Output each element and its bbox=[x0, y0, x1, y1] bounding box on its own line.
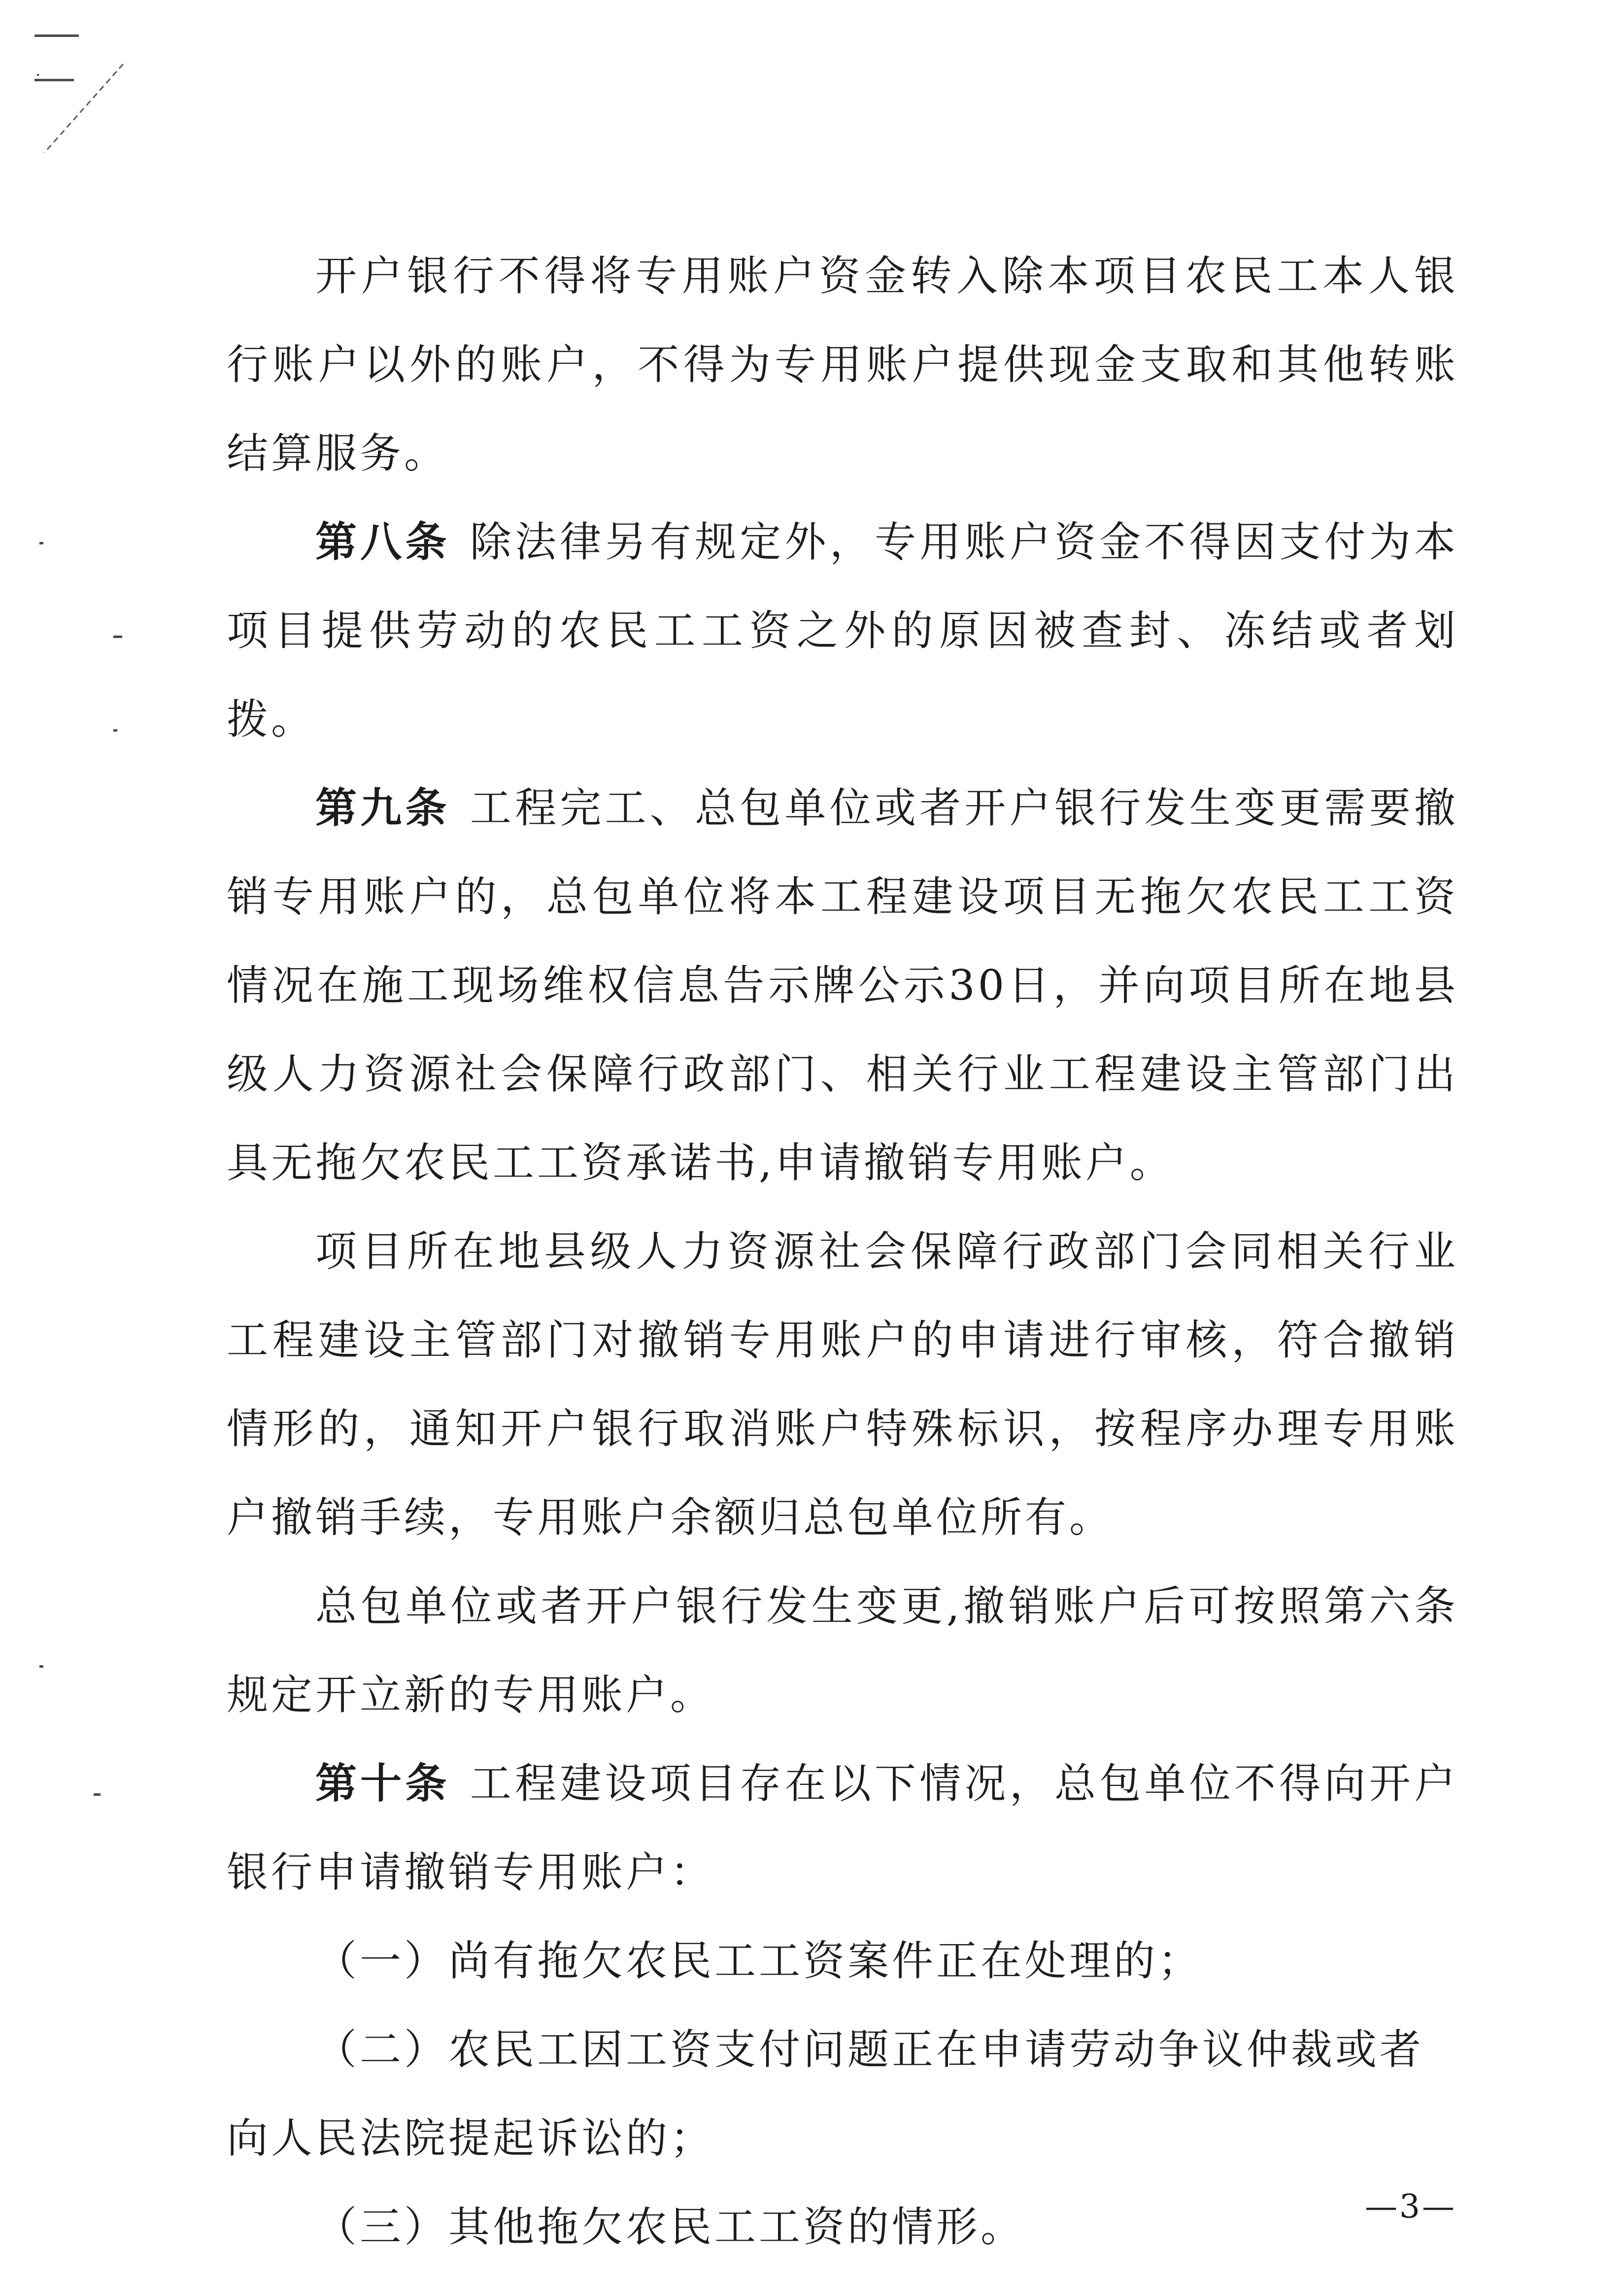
list-item: （一）尚有拖欠农民工工资案件正在处理的； bbox=[315, 1937, 1203, 1985]
article-text: 工程建设项目存在以下情况，总包单位不得向开户银行申请撤销专用账户： bbox=[227, 1759, 1458, 1896]
page-number: —3— bbox=[1365, 2187, 1456, 2225]
article-label: 第八条 bbox=[315, 518, 450, 566]
margin-speck bbox=[39, 1665, 43, 1668]
list-item: （二）农民工因工资支付问题正在申请劳动争议仲裁或者向人民法院提起诉讼的； bbox=[227, 2025, 1424, 2162]
article-label: 第九条 bbox=[315, 784, 450, 832]
paragraph-change bbox=[227, 1562, 1458, 1739]
margin-speck bbox=[94, 1793, 101, 1796]
margin-speck bbox=[113, 729, 117, 732]
scan-artifact-line bbox=[34, 34, 79, 37]
scan-artifact-line bbox=[37, 74, 39, 76]
margin-speck bbox=[39, 542, 43, 544]
article-text: 工程完工、总包单位或者开户银行发生变更需要撤销专用账户的，总包单位将本工程建设项目无拖欠农民工工资情况在施工现场维权信息告示牌公示30日，并向项目所在地县级人力资源社会保障行政部门、相关行业工程建设主管部门出具无拖欠农民工工资承诺书,申请撤销专用账户。 bbox=[227, 784, 1458, 1187]
article-label: 第十条 bbox=[315, 1759, 450, 1808]
article-10 bbox=[227, 1739, 1458, 1917]
scan-artifact-stroke bbox=[39, 59, 128, 158]
article-text: 除法律另有规定外，专用账户资金不得因支付为本项目提供劳动的农民工工资之外的原因被查封、冻结或者划拨。 bbox=[227, 518, 1458, 743]
article-8 bbox=[227, 498, 1458, 764]
paragraph-text: 总包单位或者开户银行发生变更,撤销账户后可按照第六条规定开立新的专用账户。 bbox=[227, 1582, 1458, 1719]
margin-speck bbox=[113, 636, 122, 638]
document-body bbox=[227, 232, 1458, 2271]
paragraph-review bbox=[227, 1207, 1458, 1562]
article-9 bbox=[227, 764, 1458, 1207]
list-item: （三）其他拖欠农民工工资的情形。 bbox=[315, 2203, 1025, 2251]
paragraph-text: 项目所在地县级人力资源社会保障行政部门会同相关行业工程建设主管部门对撤销专用账户的申请进行审核，符合撤销情形的，通知开户银行取消账户特殊标识，按程序办理专用账户撤销手续，专用账户余额归总包单位所有。 bbox=[227, 1227, 1458, 1542]
paragraph-1 bbox=[227, 232, 1458, 498]
paragraph-text: 开户银行不得将专用账户资金转入除本项目农民工本人银行账户以外的账户，不得为专用账户提供现金支取和其他转账结算服务。 bbox=[227, 252, 1458, 477]
